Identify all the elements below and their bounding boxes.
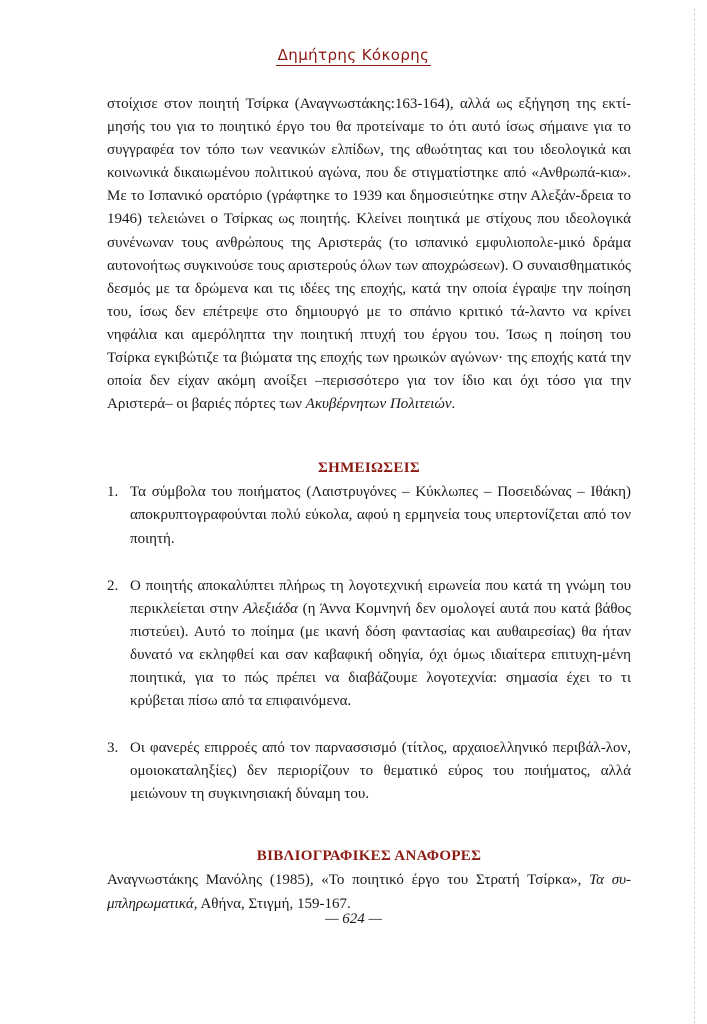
note-item: [107, 575, 631, 714]
body-paragraph: [107, 93, 631, 416]
bibliography-entry: [107, 869, 631, 915]
note-number: 2.: [107, 577, 119, 594]
bib-text: , Αθήνα, Στιγμή, 159-167.: [193, 895, 351, 912]
note-number: 1.: [107, 484, 119, 501]
body-text: στοίχισε στον ποιητή Τσίρκα (Αναγνωστάκης:163-164), αλλά ως εξήγηση της εκτί-μησής του για το ποιητικό έργο του θα προτείναμε το ότι αυτό ίσως σήμαινε για το συγγραφέα τον τόπο των νεανικών ελπίδων, της αθωότητας και του ιδεολογικά και κοινωνικά δικαιωμένου πολιτικού αγώνα, που δε στιγματίστηκε από «Ανθρωπά-κια». Με το Ισπανικό ορατόριο (γράφτηκε το 1939 και δημοσιεύτηκε στην Αλεξάν-δρεια το 1946) τελειώνει ο Τσίρκας ως ποιητής. Κλείνει ποιητικά με στίχους που ιδεολογικά συνένωναν τους ανθρώπους της Αριστεράς (το ισπανικό εμφυλιοπολε-μικό δράμα αυτονοήτως συγκινούσε τους αριστερούς όλων των αποχρώσεων). Ο συναισθηματικός δεσμός με τα δρώμενα και τις ιδέες της εποχής, κατά την οποία έγραψε την ποίηση του, ίσως δεν επέτρεψε στο δημιουργό με το σπάνιο κριτικό τά-λαντο να κρίνει νηφάλια και αμερόληπτα την ποιητική πτυχή του έργου του. Ίσως η ποίηση του Τσίρκα εγκιβώτιζε τα βιώματα της εποχής των ηρωικών αγώνων· της εποχής κατά την οποία δεν είχαν ακόμη ανοίξει –περισσότερο για τον ίδιο και όχι τόσο για την Αριστερά– οι βαριές πόρτες των: [107, 96, 631, 413]
note-item: [107, 481, 631, 550]
note-italic-title: Αλεξιάδα: [243, 600, 298, 617]
notes-list: [107, 481, 631, 806]
note-text: Οι φανερές επιρροές από τον παρνασσισμό (τίτλος, αρχαιοελληνικό περιβάλ-λον, ομοιοκαταληξίες) δεν περιορίζουν το θεματικό εύρος του ποιήματος, αλλά μειώνουν τη συγκινησιακή δύναμη του.: [130, 740, 631, 803]
running-head: [0, 46, 707, 65]
bib-italic-title: Τα συ-μπληρωματικά: [107, 872, 631, 912]
notes-heading: ΣΗΜΕΙΩΣΕΙΣ: [318, 460, 420, 477]
body-text-end: .: [451, 396, 456, 413]
note-text: Ο ποιητής αποκαλύπτει πλήρως τη λογοτεχνική ειρωνεία που κατά τη γνώμη του περικλείεται στην: [130, 577, 631, 617]
bibliography-heading: ΒΙΒΛΙΟΓΡΑΦΙΚΕΣ ΑΝΑΦΟΡΕΣ: [256, 848, 482, 865]
bib-text: Αναγνωστάκης Μανόλης (1985), «Το ποιητικό έργο του Στρατή Τσίρκα»,: [107, 872, 590, 889]
body-italic-title: Ακυβέρνητων Πολιτειών: [305, 396, 452, 413]
note-text: Τα σύμβολα του ποιήματος (Λαιστρυγόνες – Κύκλωπες – Ποσειδώνας – Ιθάκη) αποκρυπτογραφούνται πολύ εύκολα, αφού η ερμηνεία τους υπερτονίζεται από τον ποιητή.: [130, 484, 631, 547]
note-number: 3.: [107, 740, 119, 757]
page-number: — 624 —: [325, 911, 382, 927]
page-edge-guide: [694, 8, 695, 1024]
note-item: [107, 737, 631, 806]
page-content: [107, 93, 631, 916]
note-text: (η Άννα Κομνηνή δεν ομολογεί αυτά που κατά βάθος πιστεύει). Αυτό το ποίημα (με ικανή δόση φαντασίας και αυθαιρεσίας) θα ήταν δυνατό να εκληφθεί και σαν καβαφική οδηγία, όχι όμως ιδιαίτερα επιτυχη-μένη ποιητικά, για το πώς πρέπει να διαβάζουμε λογοτεχνία: σημασία έχει το τι κρύβεται πίσω από τα επιφαινόμενα.: [130, 600, 631, 710]
running-head-author: Δημήτρης Κόκορης: [277, 46, 430, 64]
